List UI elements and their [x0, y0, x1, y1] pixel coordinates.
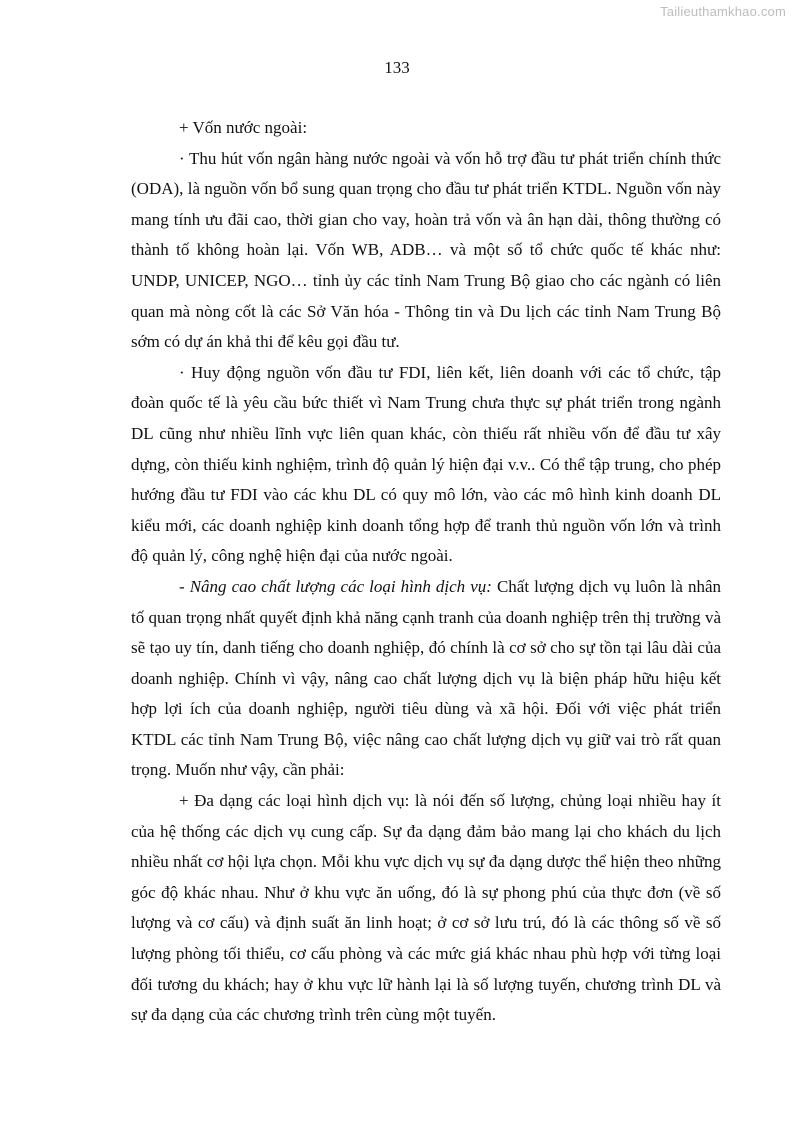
paragraph-service-quality	[131, 572, 721, 786]
paragraph-foreign-capital-heading: + Vốn nước ngoài:	[179, 118, 308, 137]
paragraph-fdi-capital: · Huy động nguồn vốn đầu tư FDI, liên kết, liên doanh với các tổ chức, tập đoàn quốc tế là yêu cầu bức thiết vì Nam Trung chưa thực sự phát triển trong ngành DL cũng như nhiều lĩnh vực liên quan khác, còn thiếu rất nhiều vốn để đầu tư xây dựng, còn thiếu kinh nghiệm, trình độ quản lý hiện đại v.v.. Có thể tập trung, cho phép hướng đầu tư FDI vào các khu DL có quy mô lớn, vào các mô hình kinh doanh DL kiểu mới, các doanh nghiệp kinh doanh tổng hợp để tranh thủ nguồn vốn lớn và trình độ quản lý, công nghệ hiện đại của nước ngoài.	[131, 362, 721, 566]
document-body	[131, 113, 721, 1031]
service-quality-heading: - Nâng cao chất lượng các loại hình dịch vụ:	[179, 576, 492, 596]
service-quality-text: Chất lượng dịch vụ luôn là nhân tố quan trọng nhất quyết định khả năng cạnh tranh của doanh nghiệp trên thị trường và sẽ tạo uy tín, danh tiếng cho doanh nghiệp, đó chính là cơ sở cho sự tồn tại lâu dài của doanh nghiệp. Chính vì vậy, nâng cao chất lượng dịch vụ là biện pháp hữu hiệu kết hợp lợi ích của doanh nghiệp, người tiêu dùng và xã hội. Đối với việc phát triển KTDL các tỉnh Nam Trung Bộ, việc nâng cao chất lượng dịch vụ giữ vai trò rất quan trọng. Muốn như vậy, cần phải:	[131, 576, 721, 780]
paragraph-service-diversity: + Đa dạng các loại hình dịch vụ: là nói đến số lượng, chủng loại nhiều hay ít của hệ thống các dịch vụ cung cấp. Sự đa dạng đảm bảo mang lại cho khách du lịch nhiều nhất cơ hội lựa chọn. Mỗi khu vực dịch vụ sự đa dạng dược thể hiện theo những góc độ khác nhau. Như ở khu vực ăn uống, đó là sự phong phú của thực đơn (về số lượng và cơ cấu) và định suất ăn linh hoạt; ở cơ sở lưu trú, đó là các thông số về số lượng phòng tối thiểu, cơ cấu phòng và các mức giá khác nhau phù hợp với từng loại đối tương du khách; hay ở khu vực lữ hành lại là số lượng tuyến, chương trình DL và sự đa dạng của các chương trình trên cùng một tuyến.	[131, 791, 721, 1025]
paragraph-oda-capital: · Thu hút vốn ngân hàng nước ngoài và vốn hỗ trợ đầu tư phát triển chính thức (ODA), là nguồn vốn bổ sung quan trọng cho đầu tư phát triển KTDL. Nguồn vốn này mang tính ưu đãi cao, thời gian cho vay, hoàn trả vốn và ân hạn dài, thông thường có thành tố không hoàn lại. Vốn WB, ADB… và một số tổ chức quốc tế khác như: UNDP, UNICEP, NGO… tỉnh ủy các tỉnh Nam Trung Bộ giao cho các ngành có liên quan mà nòng cốt là các Sở Văn hóa - Thông tin và Du lịch các tỉnh Nam Trung Bộ sớm có dự án khả thi để kêu gọi đầu tư.	[131, 148, 721, 352]
watermark: Tailieuthamkhao.com	[660, 4, 786, 19]
page-number: 133	[384, 58, 410, 77]
